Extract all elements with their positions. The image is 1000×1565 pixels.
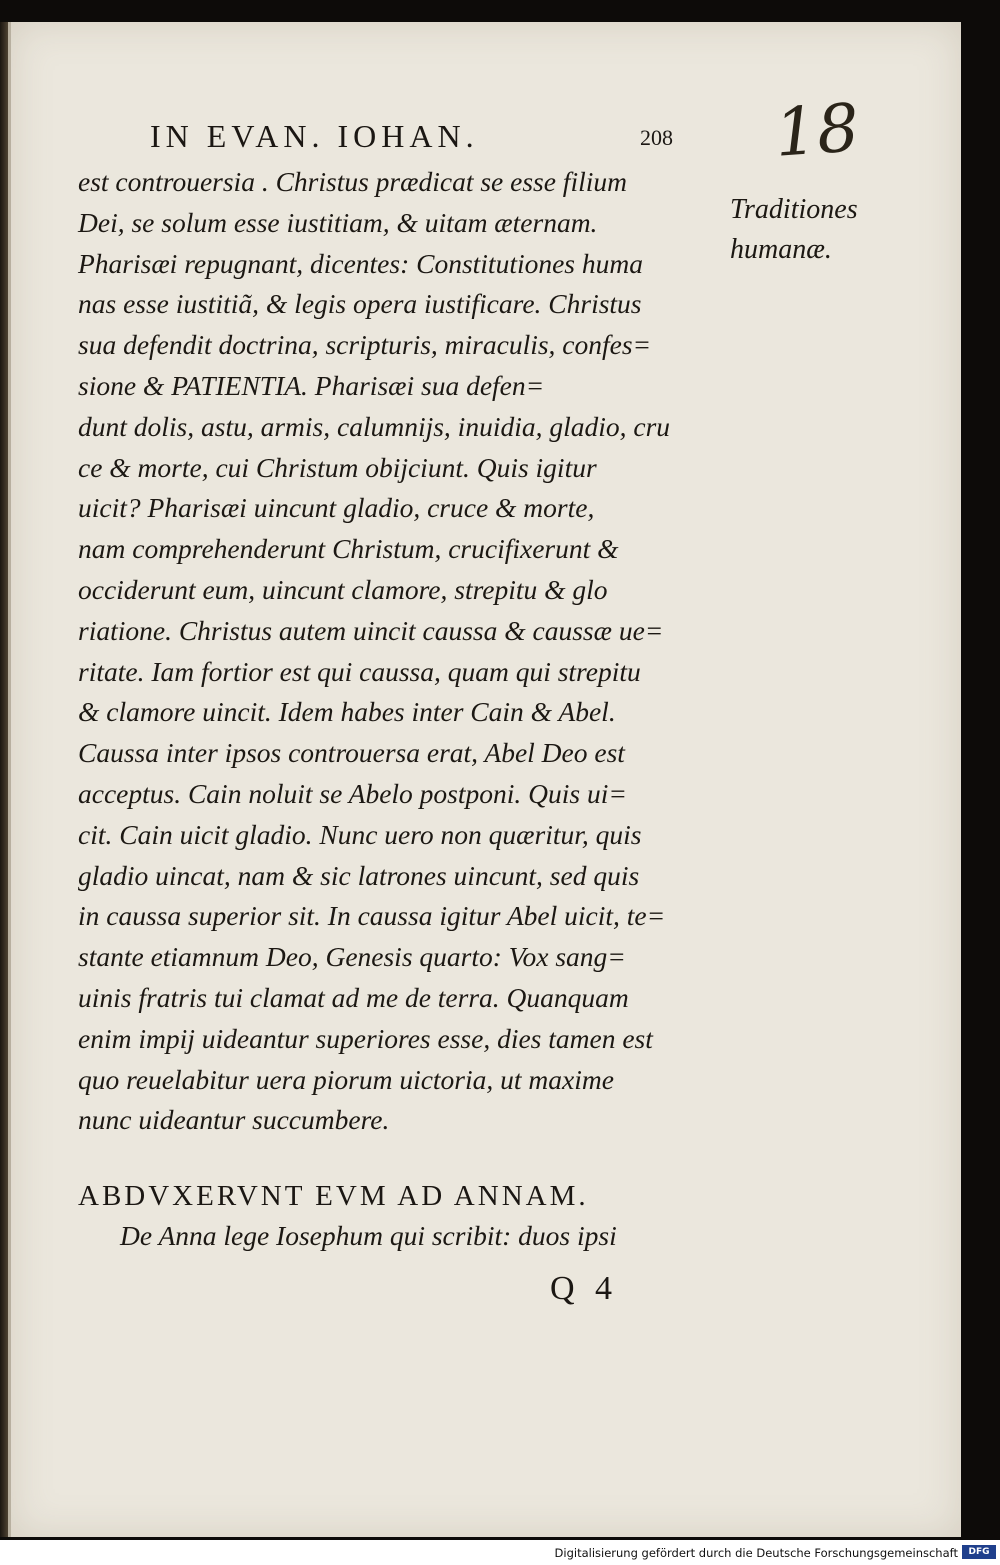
margin-note — [730, 190, 858, 270]
text-line: gladio uincat, nam & sic latrones uincunt, sed quis — [78, 859, 640, 891]
text-line: uicit? Pharisæi uincunt gladio, cruce & morte, — [78, 492, 595, 524]
text-line: sione & PATIENTIA. Pharisæi sua defen= — [78, 369, 545, 401]
text-line: dunt dolis, astu, armis, calumnijs, inuidia, gladio, cru — [78, 410, 671, 442]
text-line: cit. Cain uicit gladio. Nunc uero non quæritur, quis — [78, 818, 642, 850]
text-line: acceptus. Cain noluit se Abelo postponi. Quis ui= — [78, 777, 627, 809]
handwritten-number: 18 — [772, 89, 862, 172]
text-line: Pharisæi repugnant, dicentes: Constitutiones huma — [78, 247, 643, 279]
text-line: Dei, se solum esse iustitiam, & uitam æternam. — [78, 206, 598, 238]
text-line: ritate. Iam fortior est qui caussa, quam qui strepitu — [78, 655, 641, 687]
text-line: riatione. Christus autem uincit caussa & caussæ ue= — [78, 614, 664, 646]
text-line: sua defendit doctrina, scripturis, miraculis, confes= — [78, 329, 652, 361]
text-line: & clamore uincit. Idem habes inter Cain & Abel. — [78, 696, 616, 728]
body-text — [78, 162, 738, 1141]
text-line: nunc uideantur succumbere. — [78, 1104, 390, 1136]
dfg-logo: DFG — [962, 1545, 996, 1559]
text-line: De Anna lege Iosephum qui scribit: duos ipsi — [120, 1220, 617, 1251]
text-line: enim impij uideantur superiores esse, dies tamen est — [78, 1022, 653, 1054]
text-line: stante etiamnum Deo, Genesis quarto: Vox sang= — [78, 941, 626, 973]
running-head: IN EVAN. IOHAN. — [150, 118, 479, 154]
text-line: uinis fratris tui clamat ad me de terra. Quanquam — [78, 981, 629, 1013]
text-line: quo reuelabitur uera piorum uictoria, ut maxime — [78, 1063, 614, 1095]
text-line: Caussa inter ipsos controuersa erat, Abel Deo est — [78, 737, 625, 769]
section-heading: ABDVXERVNT EVM AD ANNAM. — [78, 1180, 589, 1212]
text-line: nam comprehenderunt Christum, crucifixerunt & — [78, 533, 619, 565]
text-line: est controuersia . Christus prædicat se esse filium — [78, 166, 627, 197]
text-line: nas esse iustitiã, & legis opera iustificare. Christus — [78, 288, 642, 320]
folio-number: 208 — [640, 125, 673, 150]
margin-note-line: Traditiones — [730, 194, 858, 225]
text-line: in caussa superior sit. In caussa igitur Abel uicit, te= — [78, 900, 666, 932]
margin-note-line: humanæ. — [730, 234, 832, 265]
signature-mark: Q 4 — [550, 1270, 619, 1307]
text-line: ce & morte, cui Christum obijciunt. Quis igitur — [78, 451, 597, 483]
footer-credit: Digitalisierung gefördert durch die Deutsche Forschungsgemeinschaft — [554, 1546, 958, 1560]
text-line: occiderunt eum, uincunt clamore, strepitu & glo — [78, 573, 608, 605]
